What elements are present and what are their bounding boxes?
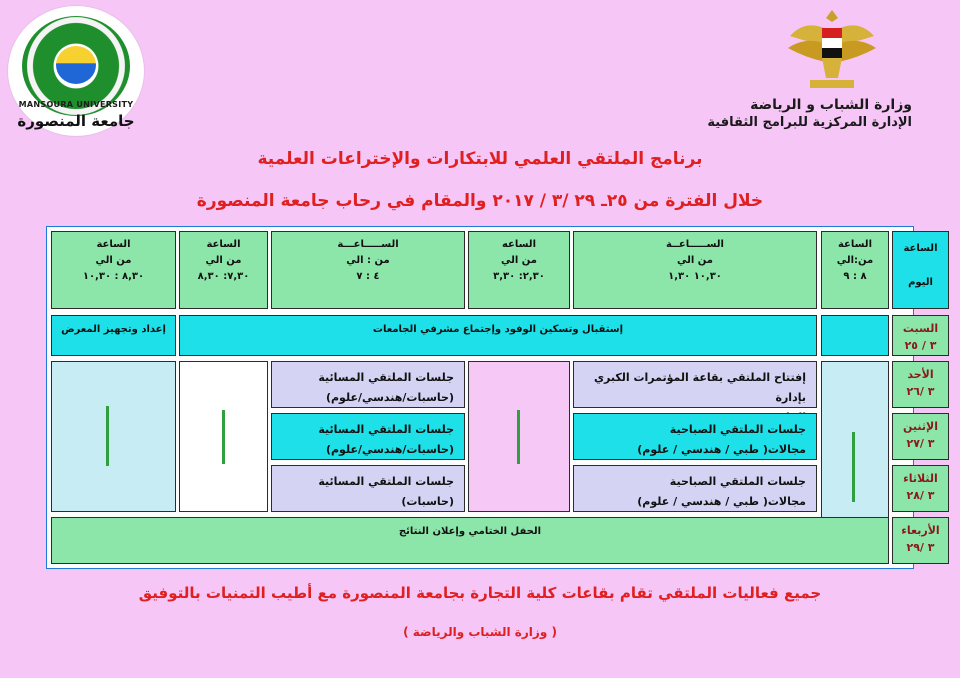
time-slot-label: الساعة <box>206 239 241 250</box>
corner-cell <box>892 231 949 309</box>
time-slot-from-to: من : الي <box>346 255 390 266</box>
morning-session-sunday <box>573 361 817 408</box>
logo-name-arabic: جامعة المنصورة <box>17 112 135 130</box>
vertical-text-mark-icon <box>222 410 225 464</box>
time-slot-range: ٨,٣٠ : ١٠,٣٠ <box>82 271 145 282</box>
day-cell-saturday <box>892 315 949 356</box>
time-slot-from-to: من الي <box>205 255 242 266</box>
tour-block <box>51 361 176 512</box>
day-name: الثلاثاء <box>903 472 938 485</box>
session-line1: جلسات الملتقي الصباحية <box>669 475 806 488</box>
time-slot-from-to: من الي <box>677 255 713 266</box>
session-line1: جلسات الملتقي المسائية <box>318 475 454 488</box>
corner-time-label: الساعة <box>903 243 938 254</box>
evening-session-sunday <box>271 361 465 408</box>
day-date: ٣ /٢٨ <box>906 489 935 502</box>
time-slot-header <box>271 231 465 309</box>
day-cell-monday <box>892 413 949 460</box>
time-slot-header <box>468 231 570 309</box>
reception-cell: إستقبال وتسكين الوفود وإجتماع مشرفي الجامعات <box>179 315 817 356</box>
morning-session-monday <box>573 413 817 460</box>
time-slot-from-to: من الي <box>501 255 537 266</box>
empty-cell <box>821 315 889 356</box>
day-cell-wednesday <box>892 517 949 564</box>
session-line1: جلسات الملتقي الصباحية <box>669 423 806 436</box>
dinner-block <box>179 361 268 512</box>
session-line1: إفتتاح الملتقي بقاعة المؤتمرات الكبري بإدارة <box>593 371 806 404</box>
time-slot-header <box>179 231 268 309</box>
session-line2: (حاسبات) <box>401 495 454 508</box>
time-slot-label: الساعة <box>837 239 872 250</box>
session-line1: جلسات الملتقي المسائية <box>318 371 454 384</box>
time-slot-range: ٤ : ٧ <box>356 271 380 282</box>
time-slot-range: ١٠,٣٠ ١,٣٠ <box>668 271 722 282</box>
day-name: الإثنين <box>903 420 938 433</box>
department-name: الإدارة المركزية للبرامج الثقافية <box>707 115 912 130</box>
ministry-name: وزارة الشباب و الرياضة <box>750 97 912 113</box>
time-slot-range: ٢,٣٠: ٣,٣٠ <box>493 271 545 282</box>
vertical-text-mark-icon <box>852 432 855 502</box>
ministry-header <box>707 96 912 132</box>
day-name: الأربعاء <box>901 524 940 537</box>
mansoura-university-logo <box>8 6 144 136</box>
day-date: ٣ / ٢٥ <box>904 339 937 352</box>
time-slot-header <box>821 231 889 309</box>
time-slot-label: الساعه <box>501 239 536 250</box>
day-date: ٣ /٢٦ <box>906 385 935 398</box>
time-slot-range: ٨ : ٩ <box>843 271 867 282</box>
session-line2: (حاسبات/هندسي/علوم) <box>325 443 454 456</box>
evening-session-tuesday <box>271 465 465 512</box>
logo-emblem-icon <box>56 46 96 84</box>
vertical-text-mark-icon <box>106 406 109 466</box>
time-slot-from-to: من:الي <box>836 255 874 266</box>
egypt-eagle-emblem-icon <box>784 6 880 94</box>
time-slot-range: ٧,٣٠: ٨,٣٠ <box>197 271 250 282</box>
schedule-table <box>46 226 940 569</box>
exhibition-setup-cell: إعداد وتجهيز المعرض <box>51 315 176 356</box>
day-cell-tuesday <box>892 465 949 512</box>
lunch-block <box>468 361 570 512</box>
time-slot-from-to: من الي <box>95 255 132 266</box>
day-name: السبت <box>902 322 939 335</box>
closing-ceremony-cell: الحفل الختامي وإعلان النتائج <box>51 517 889 564</box>
session-line2: (حاسبات/هندسي/علوم) <box>325 391 454 404</box>
program-title: برنامج الملتقي العلمي للابتكارات والإختراعات العلمية <box>257 149 703 169</box>
time-slot-label: الســـــاعــة <box>666 239 724 250</box>
day-name: الأحد <box>907 368 934 381</box>
logo-name-english: MANSOURA UNIVERSITY <box>18 100 134 109</box>
time-slot-header <box>573 231 817 309</box>
footer-note: جميع فعاليات الملتقي تقام بقاعات كلية التجارة بجامعة المنصورة مع أطيب التمنيات بالتوفيق <box>138 584 822 602</box>
morning-session-tuesday <box>573 465 817 512</box>
day-date: ٣ /٢٩ <box>906 541 935 554</box>
vertical-text-mark-icon <box>517 410 520 464</box>
evening-session-monday <box>271 413 465 460</box>
corner-day-label: اليوم <box>908 277 933 288</box>
day-date: ٣ /٢٧ <box>906 437 935 450</box>
program-period: خلال الفترة من ٢٥ـ ٢٩ /٣ / ٢٠١٧ والمقام في رحاب جامعة المنصورة <box>196 191 764 211</box>
time-slot-label: الســـــاعـــة <box>337 239 399 250</box>
session-line2: مجالات( طبي / هندسي / علوم) <box>637 443 806 456</box>
time-slot-label: الساعة <box>96 239 131 250</box>
session-line2: مجالات( طبي / هندسي / علوم) <box>637 495 806 508</box>
time-slot-header <box>51 231 176 309</box>
session-line1: جلسات الملتقي المسائية <box>318 423 454 436</box>
day-cell-sunday <box>892 361 949 408</box>
footer-signature: ( وزارة الشباب والرياضة ) <box>403 625 557 639</box>
